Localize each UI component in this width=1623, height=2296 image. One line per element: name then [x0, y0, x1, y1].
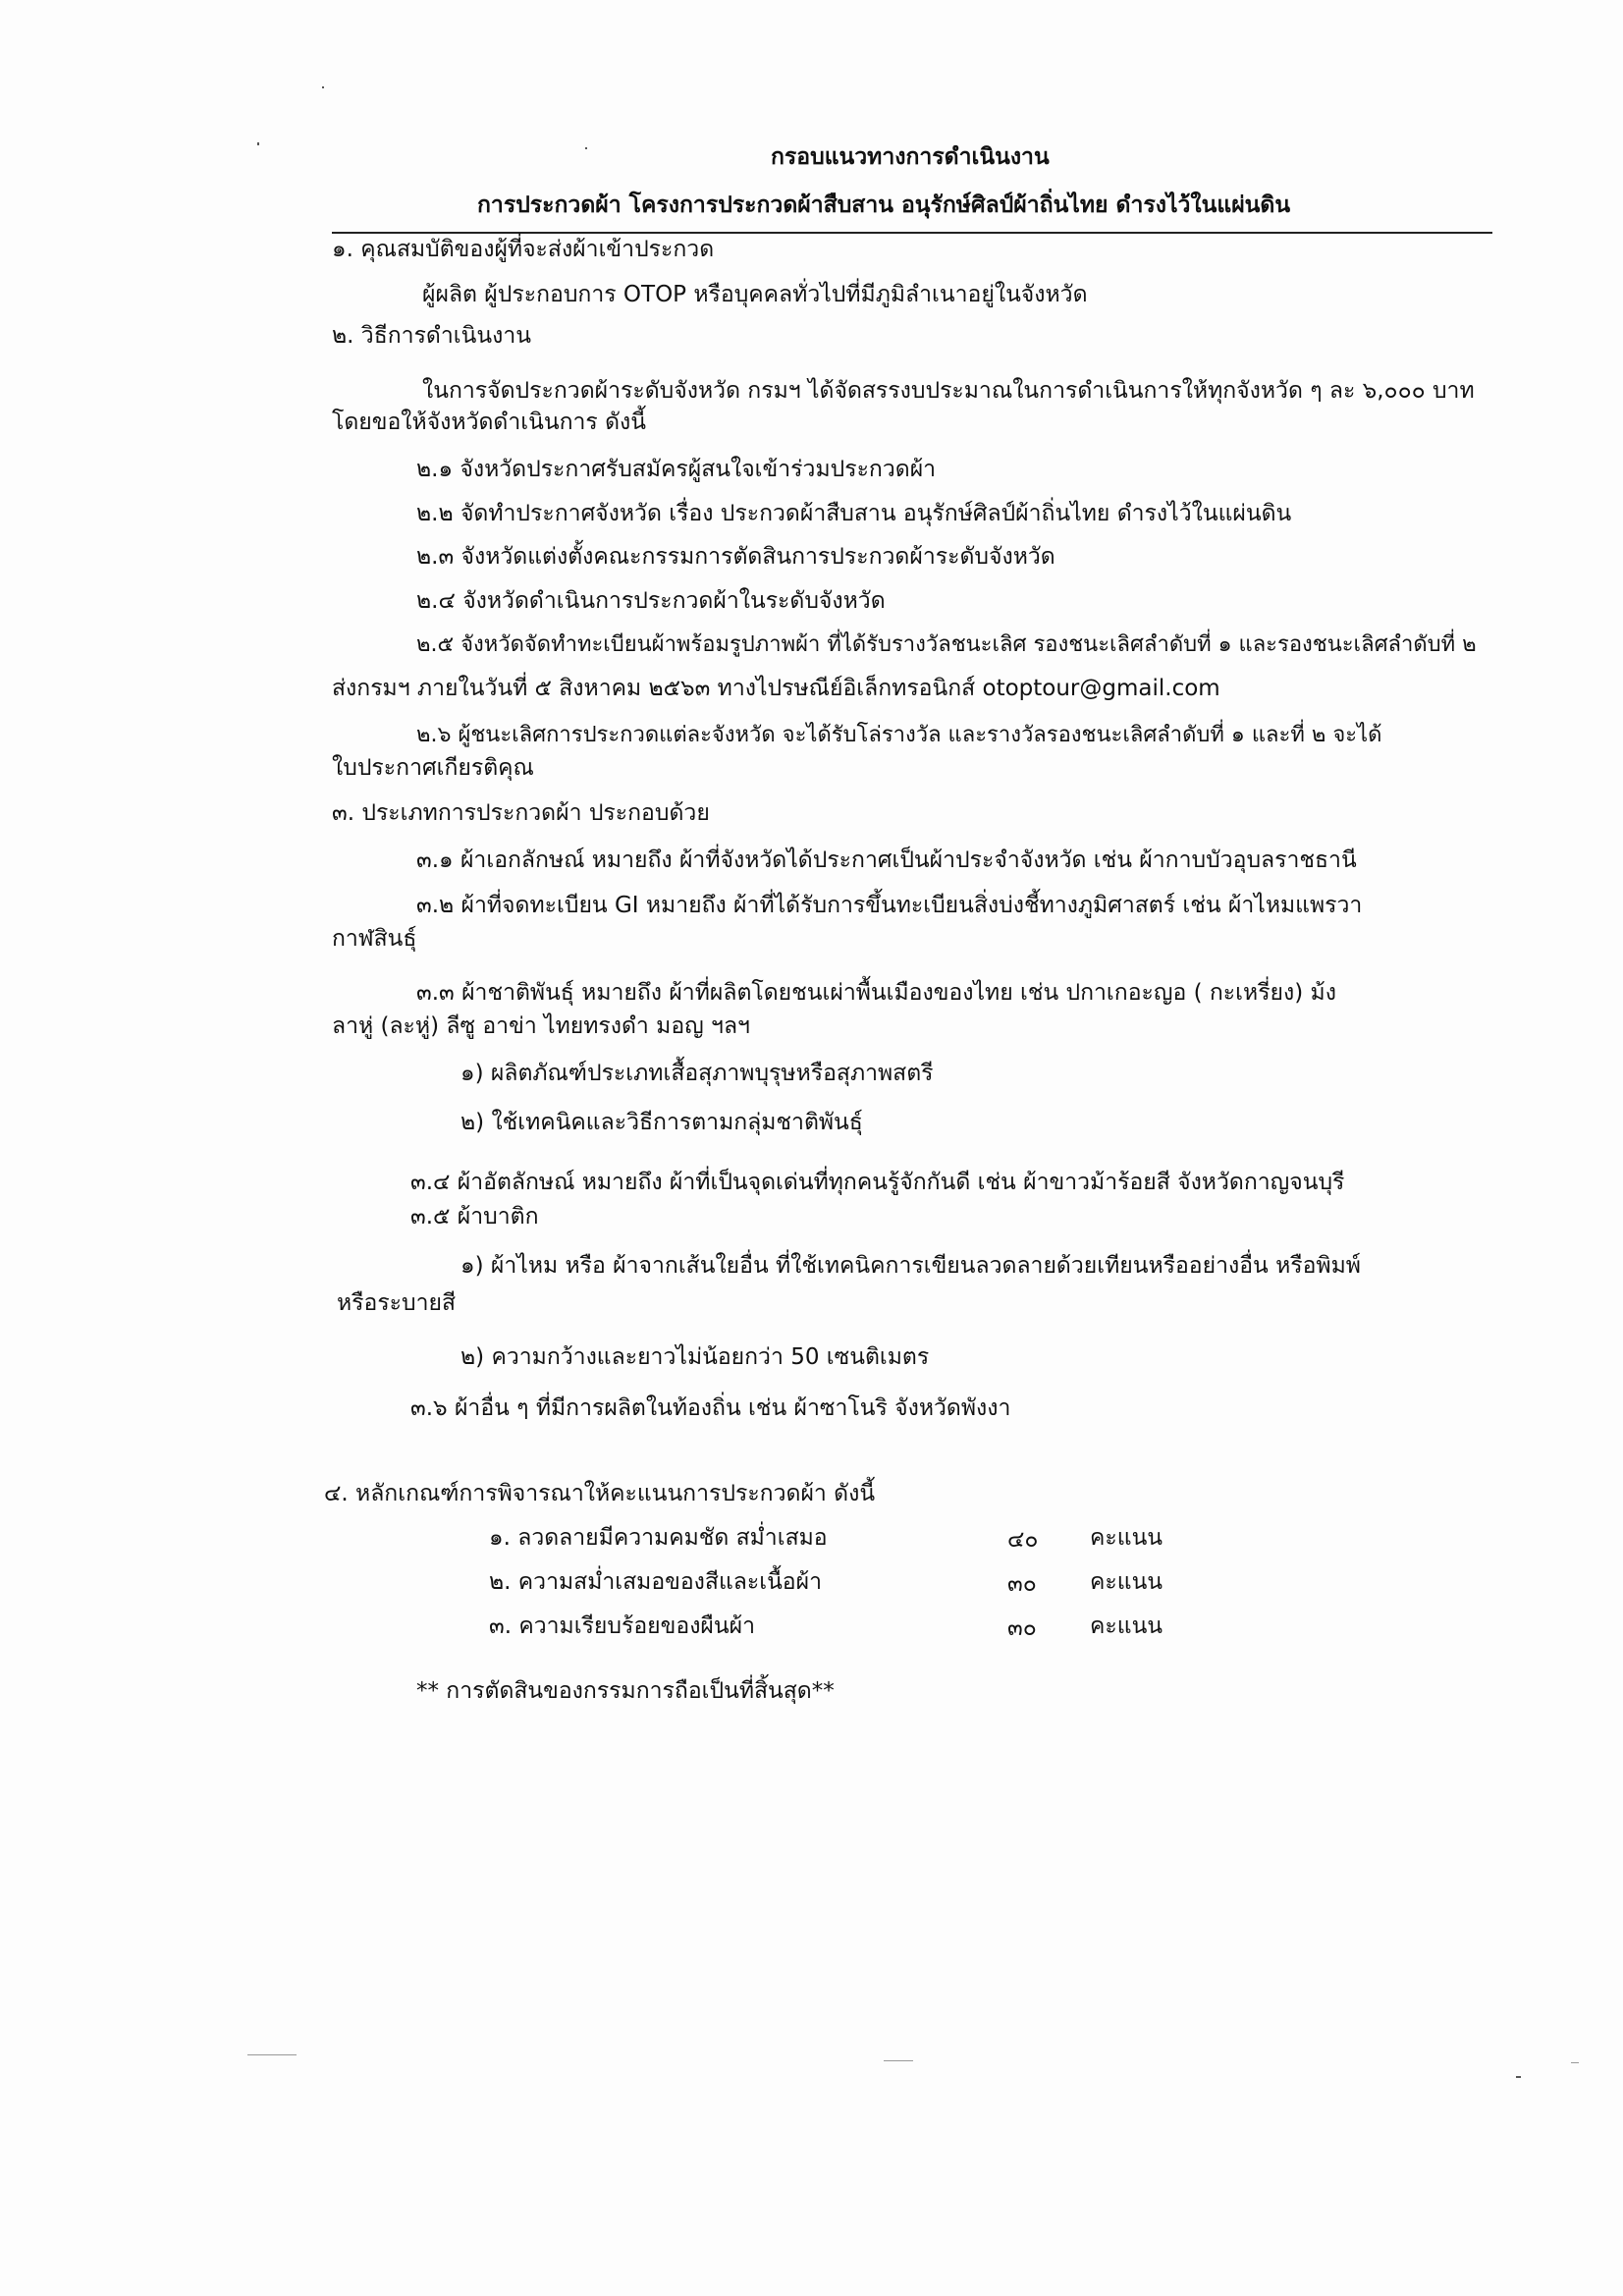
scan-speck [257, 142, 259, 145]
scan-speck [585, 147, 587, 149]
criterion-unit: คะแนน [1090, 1613, 1163, 1639]
criterion-label: ๒. ความสม่ำเสมอของสีและเนื้อผ้า [489, 1569, 823, 1595]
scan-speck [1516, 2076, 1521, 2078]
item-3-5-2: ๒) ความกว้างและยาวไม่น้อยกว่า 50 เซนติเมตร [460, 1344, 930, 1370]
document-subtitle: การประกวดผ้า โครงการประกวดผ้าสืบสาน อนุรักษ์ศิลป์ผ้าถิ่นไทย ดำรงไว้ในแผ่นดิน [477, 192, 1291, 218]
item-3-2: ๓.๒ ผ้าที่จดทะเบียน GI หมายถึง ผ้าที่ได้รับการขึ้นทะเบียนสิ่งบ่งชี้ทางภูมิศาสตร์ เช่น ผ้าไหมแพรวา [416, 893, 1363, 918]
item-3-6: ๓.๖ ผ้าอื่น ๆ ที่มีการผลิตในท้องถิ่น เช่น ผ้าซาโนริ จังหวัดพังงา [410, 1395, 1011, 1421]
criterion-score: ๔๐ [1007, 1527, 1039, 1553]
footnote: ** การตัดสินของกรรมการถือเป็นที่สิ้นสุด** [416, 1678, 835, 1704]
section-1-body: ผู้ผลิต ผู้ประกอบการ OTOP หรือบุคคลทั่วไปที่มีภูมิลำเนาอยู่ในจังหวัด [422, 282, 1088, 307]
criterion-label: ๓. ความเรียบร้อยของผืนผ้า [489, 1613, 756, 1639]
scan-speck [322, 86, 324, 88]
item-2-5-cont: ส่งกรมฯ ภายในวันที่ ๕ สิงหาคม ๒๕๖๓ ทางไปรษณีย์อิเล็กทรอนิกส์ otoptour@gmail.com [332, 676, 1220, 701]
section-2-heading: ๒. วิธีการดำเนินงาน [332, 323, 531, 349]
criterion-score: ๓๐ [1007, 1615, 1037, 1641]
document-title: กรอบแนวทางการดำเนินงาน [771, 144, 1050, 170]
item-3-5-1: ๑) ผ้าไหม หรือ ผ้าจากเส้นใยอื่น ที่ใช้เทคนิคการเขียนลวดลายด้วยเทียนหรืออย่างอื่น หรือพิมพ์ [460, 1253, 1361, 1279]
section-4-heading: ๔. หลักเกณฑ์การพิจารณาให้คะแนนการประกวดผ้า ดังนี้ [324, 1481, 876, 1506]
item-3-5: ๓.๕ ผ้าบาติก [410, 1204, 539, 1230]
item-2-6-cont: ใบประกาศเกียรติคุณ [332, 755, 534, 781]
item-3-4: ๓.๔ ผ้าอัตลักษณ์ หมายถึง ผ้าที่เป็นจุดเด่นที่ทุกคนรู้จักกันดี เช่น ผ้าขาวม้าร้อยสี จังหวัดกาญจนบุรี [410, 1170, 1345, 1195]
item-2-3: ๒.๓ จังหวัดแต่งตั้งคณะกรรมการตัดสินการประกวดผ้าระดับจังหวัด [416, 544, 1055, 570]
scan-speck [884, 2060, 913, 2061]
scan-speck [1571, 2062, 1579, 2063]
criterion-label: ๑. ลวดลายมีความคมชัด สม่ำเสมอ [489, 1525, 828, 1551]
item-3-3-1: ๑) ผลิตภัณฑ์ประเภทเสื้อสุภาพบุรุษหรือสุภาพสตรี [460, 1061, 934, 1086]
item-2-6: ๒.๖ ผู้ชนะเลิศการประกวดแต่ละจังหวัด จะได้รับโล่รางวัล และรางวัลรองชนะเลิศลำดับที่ ๑ และที่ ๒ จะได้ [416, 723, 1382, 747]
criterion-unit: คะแนน [1090, 1525, 1163, 1551]
scan-speck [247, 2054, 297, 2055]
item-2-2: ๒.๒ จัดทำประกาศจังหวัด เรื่อง ประกวดผ้าสืบสาน อนุรักษ์ศิลป์ผ้าถิ่นไทย ดำรงไว้ในแผ่นดิน [416, 501, 1292, 526]
section-1-heading: ๑. คุณสมบัติของผู้ที่จะส่งผ้าเข้าประกวด [332, 237, 715, 262]
item-3-5-1-cont: หรือระบายสี [337, 1290, 457, 1316]
criterion-unit: คะแนน [1090, 1569, 1163, 1595]
criterion-score: ๓๐ [1007, 1571, 1037, 1597]
section-2-paragraph-cont: โดยขอให้จังหวัดดำเนินการ ดังนี้ [332, 410, 646, 435]
item-3-3-2: ๒) ใช้เทคนิคและวิธีการตามกลุ่มชาติพันธุ์ [460, 1110, 863, 1135]
section-2-paragraph: ในการจัดประกวดผ้าระดับจังหวัด กรมฯ ได้จัดสรรงบประมาณในการดำเนินการให้ทุกจังหวัด ๆ ละ ๖,๐๐๐ บาท [422, 378, 1475, 404]
section-3-heading: ๓. ประเภทการประกวดผ้า ประกอบด้วย [332, 800, 710, 826]
item-3-1: ๓.๑ ผ้าเอกลักษณ์ หมายถึง ผ้าที่จังหวัดได้ประกาศเป็นผ้าประจำจังหวัด เช่น ผ้ากาบบัวอุบลราชธานี [416, 847, 1357, 873]
item-2-4: ๒.๔ จังหวัดดำเนินการประกวดผ้าในระดับจังหวัด [416, 588, 886, 614]
item-3-3-cont: ลาหู่ (ละหู่) ลีซู อาข่า ไทยทรงดำ มอญ ฯลฯ [332, 1013, 750, 1039]
item-3-3: ๓.๓ ผ้าชาติพันธุ์ หมายถึง ผ้าที่ผลิตโดยชนเผ่าพื้นเมืองของไทย เช่น ปกาเกอะญอ ( กะเหรี่ยง) ม้ง [416, 980, 1336, 1006]
item-2-1: ๒.๑ จังหวัดประกาศรับสมัครผู้สนใจเข้าร่วมประกวดผ้า [416, 457, 937, 482]
item-2-5: ๒.๕ จังหวัดจัดทำทะเบียนผ้าพร้อมรูปภาพผ้า ที่ได้รับรางวัลชนะเลิศ รองชนะเลิศลำดับที่ ๑ และรองชนะเลิศลำดับที่ ๒ [416, 632, 1477, 657]
item-3-2-cont: กาฬสินธุ์ [332, 926, 417, 952]
